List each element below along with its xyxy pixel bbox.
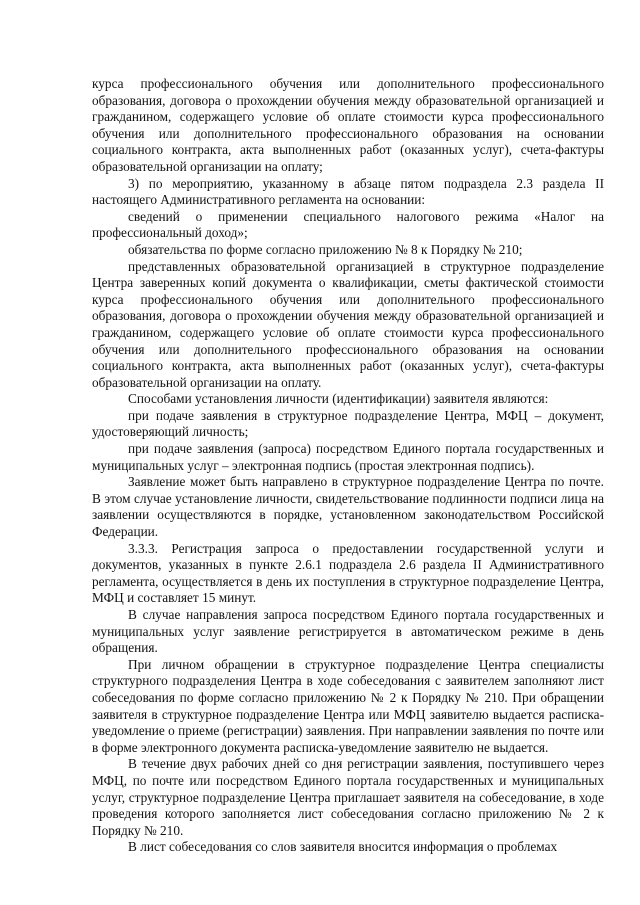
paragraph-tax-regime: сведений о применении специального налогового режима «Налог на профессиональный доход»;: [92, 208, 604, 241]
paragraph-item-3: 3) по мероприятию, указанному в абзаце пятом подраздела 2.3 раздела II настоящего Административного регламента на основании:: [92, 175, 604, 208]
paragraph-portal-registration: В случае направления запроса посредством Единого портала государственных и муниципальных услуг заявление регистрируется в автоматическом режиме в день обращения.: [92, 607, 604, 656]
paragraph-obligation: обязательства по форме согласно приложению № 8 к Порядку № 210;: [128, 241, 523, 257]
paragraph-3-3-3: 3.3.3. Регистрация запроса о предоставлении государственной услуги и документов, указанных в пункте 2.6.1 подраздела 2.6 раздела II Административного регламента, осуществляется в день их поступления в структурное подразделение Центра, МФЦ и составляет 15 минут.: [92, 540, 604, 606]
document-body: [92, 76, 604, 856]
paragraph-continuation: курса профессионального обучения или дополнительного профессионального образования, договора о прохождении обучения между образовательной организацией и гражданином, содержащего условие об оплате стоимости курса профессионального обучения или дополнительного профессионального образования на основании социального контракта, акта выполненных работ (оказанных услуг), счета-фактуры образовательной организации на оплату;: [92, 76, 604, 174]
paragraph-portal: при подаче заявления (запроса) посредством Единого портала государственных и муниципальных услуг – электронная подпись (простая электронная подпись).: [92, 441, 604, 473]
paragraph-identification-methods: Способами установления личности (идентификации) заявителя являются:: [128, 391, 549, 407]
paragraph-mail: Заявление может быть направлено в структурное подразделение Центра по почте. В этом случае установление личности, свидетельствование подлинности подписи лица на заявлении осуществляются в порядке, установленном законодательством Российской Федерации.: [92, 474, 604, 540]
paragraph-in-person: при подаче заявления в структурное подразделение Центра, МФЦ – документ, удостоверяющий личность;: [92, 407, 604, 440]
paragraph-documents: представленных образовательной организацией в структурное подразделение Центра заверенных копий документа о квалификации, сметы фактической стоимости курса профессионального обучения или дополнительного профессионального образования, договора о прохождении обучения между образовательной организацией и гражданином, содержащего условие об оплате стоимости курса профессионального обучения или дополнительного профессионального образования на основании социального контракта, акта выполненных работ (оказанных услуг), счета-фактуры образовательной организации на оплату.: [92, 258, 604, 390]
paragraph-personal-visit: При личном обращении в структурное подразделение Центра специалисты структурного подразделения Центра в ходе собеседования с заявителем заполняют лист собеседования по форме согласно приложению № 2 к Порядку № 210. При обращении заявителя в структурное подразделение Центра или МФЦ заявителю выдается расписка-уведомление о приеме (регистрации) заявления. При направлении заявления по почте или в форме электронного документа расписка-уведомление заявителю не выдается.: [92, 656, 604, 755]
paragraph-two-days: В течение двух рабочих дней со дня регистрации заявления, поступившего через МФЦ, по почте или посредством Единого портала государственных и муниципальных услуг, структурное подразделение Центра приглашает заявителя на собеседование, в ходе проведения которого заполняется лист собеседования согласно приложению № 2 к Порядку № 210.: [92, 756, 604, 838]
paragraph-interview-sheet: В лист собеседования со слов заявителя вносится информация о проблемах: [128, 839, 558, 855]
